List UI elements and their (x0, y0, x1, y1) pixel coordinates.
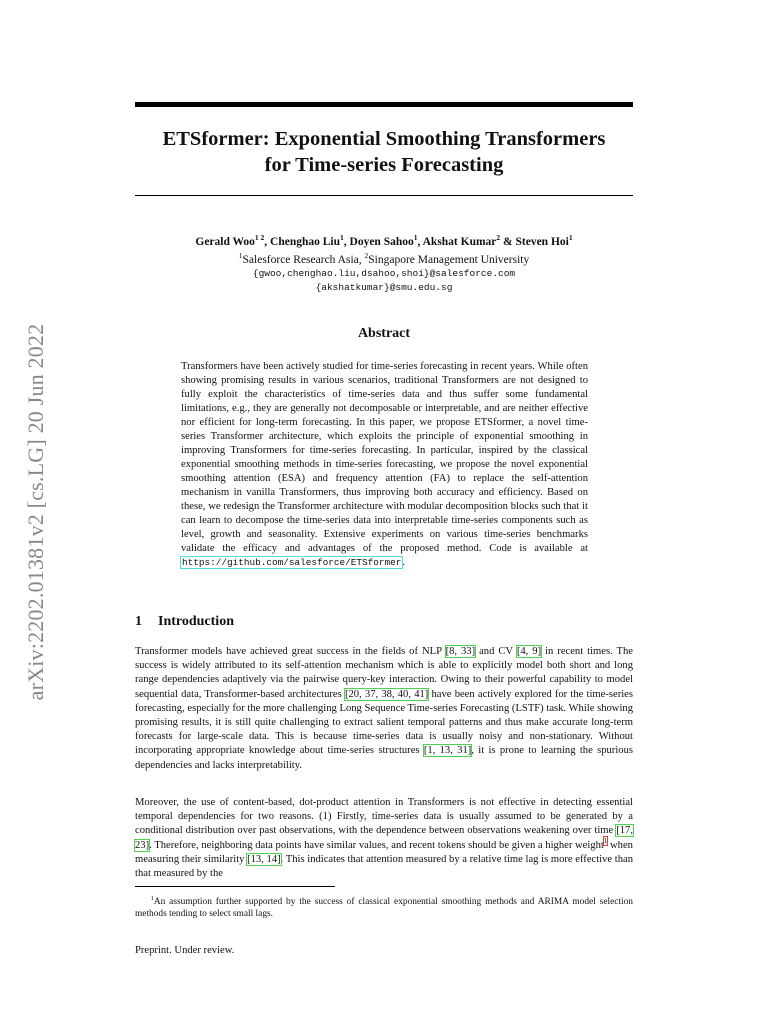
author-affiliation-mark: 2 (496, 233, 501, 242)
title-top-rule (135, 102, 633, 107)
footnote-reference[interactable]: 1 (603, 837, 608, 846)
author-name: , Akshat Kumar (417, 235, 497, 248)
preprint-notice: Preprint. Under review. (135, 945, 235, 956)
section-heading (135, 614, 234, 630)
author-email: {akshatkumar}@smu.edu.sg (315, 281, 453, 293)
footnote (135, 893, 633, 920)
title-bottom-rule (135, 195, 633, 196)
footnote-number: 1 (150, 895, 154, 902)
author-name: , Chenghao Liu (264, 235, 341, 248)
abstract-body: Transformers have been actively studied for time-series forecasting in recent years. While often showing promising results in various scenarios, traditional Transformers are not designed to fully exploit the characteristics of time-series data and thus suffer some fundamental limitations, e.g., they are generally not decomposable or interpretable, and are neither effective nor efficient for long-term forecasting. In this paper, we propose ETSformer, a novel time-series Transformer architecture, which exploits the principle of exponential smoothing in improving Transformers for time-series forecasting. In particular, inspired by the classical exponential smoothing methods in time-series forecasting, we propose the novel exponential smoothing attention (ESA) and frequency attention (FA) to replace the self-attention mechanism in vanilla Transformers, thus improving both accuracy and efficiency. Based on these, we redesign the Transformer architecture with modular decomposition blocks such that it can learn to decompose the time-series data into interpretable time-series components such as level, growth and seasonality. Extensive experiments on various time-series benchmarks validate the efficacy and advantages of the proposed method. Code is available at https://github.com/salesforce/ETSformer. (181, 361, 588, 568)
intro-paragraph: Moreover, the use of content-based, dot-product attention in Transformers is not effective in detecting essential temporal dependencies for two reasons. (1) Firstly, time-series data is usually assumed to be generated by a conditional distribution over past observations, with the dependence between observations weakening over time [17, 23]. Therefore, neighboring data points have similar values, and recent tokens should be given a higher weight$^1$ when measuring their similarity [13, 14]. This indicates that attention measured by a relative time lag is more effective than that measured by the (135, 797, 634, 880)
author-affiliation-mark: 1 (413, 233, 418, 242)
citation-link[interactable]: [20, 37, 38, 40, 41] (344, 688, 429, 700)
author-name: Gerald Woo (195, 235, 255, 248)
title-line-1: ETSformer: Exponential Smoothing Transformers (162, 128, 606, 150)
citation-link[interactable]: [1, 13, 31] (423, 745, 472, 757)
paper-title (135, 126, 633, 178)
citation-link[interactable]: [4, 9] (516, 646, 542, 657)
footnote-text: An assumption further supported by the success of classical exponential smoothing methods and ARIMA model selection methods tending to select small lags. (135, 897, 633, 920)
author-name: , Doyen Sahoo (343, 235, 414, 248)
author-name: & Steven Hoi (500, 235, 569, 248)
arxiv-identifier: arXiv:2202.01381v2 [cs.LG] 20 Jun 2022 (23, 323, 48, 701)
section-number: 1 (135, 614, 142, 629)
footnote-rule (135, 886, 335, 887)
citation-link[interactable]: [8, 33] (445, 646, 476, 657)
affiliations: $^1$Salesforce Research Asia, $^2$Singapore Management University (238, 250, 530, 266)
author-block (135, 231, 633, 295)
section-title: Introduction (158, 614, 234, 629)
intro-paragraph: Transformer models have achieved great success in the fields of NLP [8, 33] and CV [4, 9] in recent times. The success is widely attributed to its self-attention mechanism which is able to explicitly model both short and long range dependencies adaptively via the pairwise query-key interaction. Owing to their powerful capability to model sequential data, Transformer-based architectures [20, 37, 38, 40, 41] have been actively explored for the time-series forecasting, especially for the more challenging Long Sequence Time-series Forecasting (LSTF) task. While showing promising results, it is still quite challenging to extract salient temporal patterns and thus make accurate long-term forecasts for large-scale data. This is because time-series data is usually noisy and non-stationary. Without incorporating appropriate knowledge about time-series structures [1, 13, 31], it is prone to learning the spurious dependencies and lacks interpretability. (135, 646, 633, 771)
citation-link[interactable]: [13, 14] (247, 853, 281, 865)
author-affiliation-mark: 1 (340, 233, 344, 242)
title-line-2: for Time-series Forecasting (264, 154, 504, 176)
code-link[interactable]: https://github.com/salesforce/ETSformer (182, 557, 402, 568)
author-email: {gwoo,chenghao.liu,dsahoo,shoi}@salesforce.com (252, 267, 516, 279)
author-affiliation-mark: 1 2 (254, 233, 265, 242)
citation-link[interactable]: [17, 23] (135, 825, 633, 851)
abstract-heading: Abstract (357, 326, 411, 341)
author-affiliation-mark: 1 (568, 233, 573, 242)
author-names (135, 231, 633, 249)
